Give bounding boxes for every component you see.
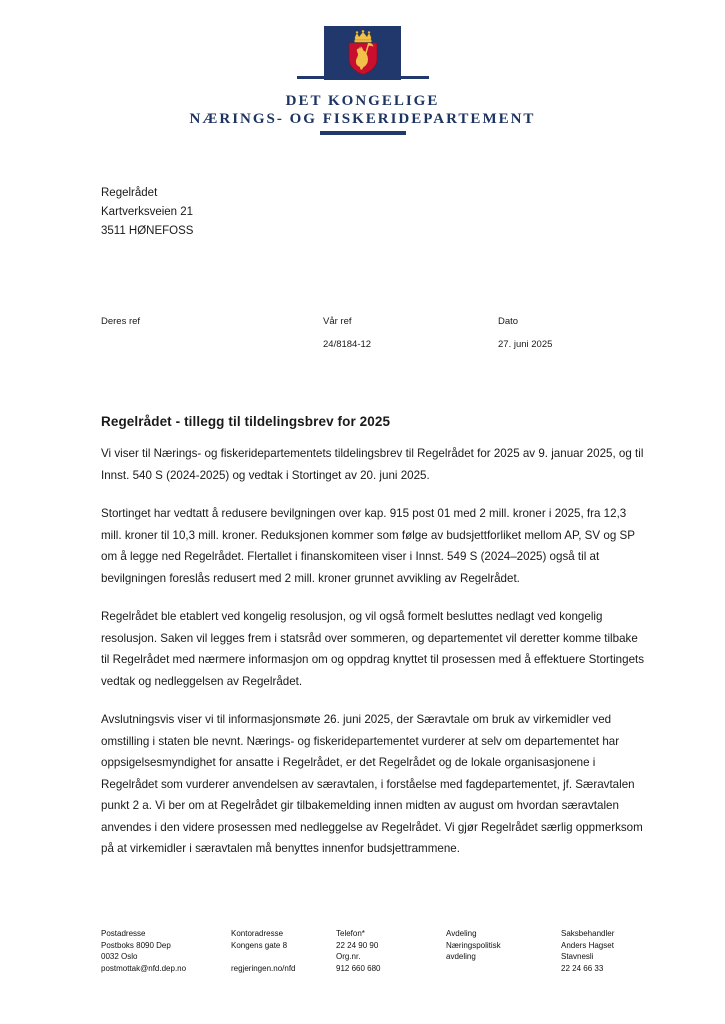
letterhead [0, 26, 725, 135]
department-name-line2: NÆRINGS- OG FISKERIDEPARTEMENT [189, 111, 536, 127]
footer-heading: Telefon* [336, 929, 365, 938]
letter-body [101, 443, 647, 860]
letter-footer [101, 928, 671, 974]
footer-heading: Avdeling [446, 929, 477, 938]
footer-line: Postboks 8090 Dep [101, 940, 171, 950]
department-name-line1: DET KONGELIGE [285, 93, 440, 109]
var-ref-value: 24/8184-12 [323, 339, 372, 350]
letter-paragraph: Avslutningsvis viser vi til informasjonsmøte 26. juni 2025, der Særavtale om bruk av virkemidler ved omstilling i staten ble nevnt. Nærings- og fiskeridepartementet vurderer at selv om departementet har oppsigelsesmyndighet for ansatte i Regelrådet, er det Regelrådet og de lokale organisasjonene i Regelrådet som vurderer anvendelsen av særavtalen, i forståelse med fagdepartementet, jf. Særavtalen punkt 2 a. Vi ber om at Regelrådet gir tilbakemelding innen midten av august om hvordan særavtalen anvendes i den videre prosessen med nedleggelse av Regelrådet. Vi gjør Regelrådet særlig oppmerksom på at virkemidler i særavtalen må benyttes innenfor budsjettrammene. [101, 713, 643, 855]
footer-line: Org.nr. [336, 952, 361, 961]
footer-column-kontoradresse [231, 928, 336, 974]
footer-line: 22 24 90 90 [336, 940, 379, 950]
recipient-street: Kartverksveien 21 [101, 206, 194, 218]
deres-ref-label: Deres ref [101, 316, 141, 327]
dato-column [498, 315, 658, 352]
reference-row [101, 315, 661, 352]
footer-website[interactable]: regjeringen.no/nfd [231, 963, 296, 973]
letter-paragraph: Regelrådet ble etablert ved kongelig resolusjon, og vil også formelt besluttes nedlagt ved kongelig resolusjon. Saken vil legges frem i statsråd over sommeren, og departementet vil deretter komme tilbake til Regelrådet med nærmere informasjon om og oppdrag knyttet til prosessen med å effektuere Stortingets vedtak og nedleggelsen av Regelrådet. [101, 610, 645, 688]
department-name [190, 92, 536, 128]
recipient-address [101, 184, 193, 241]
footer-heading: Postadresse [101, 929, 146, 938]
footer-heading: Kontoradresse [231, 929, 284, 938]
footer-line [231, 951, 336, 963]
recipient-postal: 3511 HØNEFOSS [101, 225, 194, 237]
letterhead-rule-bottom [320, 131, 406, 135]
footer-line: Anders Hagset [561, 940, 614, 950]
footer-column-avdeling [446, 928, 561, 974]
footer-column-saksbehandler [561, 928, 671, 974]
footer-heading: Saksbehandler [561, 929, 615, 938]
recipient-name: Regelrådet [101, 187, 158, 199]
letter-subject: Regelrådet - tillegg til tildelingsbrev for 2025 [101, 414, 391, 429]
footer-line: 22 24 66 33 [561, 963, 604, 973]
footer-email[interactable]: postmottak@nfd.dep.no [101, 963, 187, 973]
deres-ref-column [101, 315, 323, 352]
letter-paragraph: Stortinget har vedtatt å redusere bevilgningen over kap. 915 post 01 med 2 mill. kroner i 2025, fra 12,3 mill. kroner til 10,3 mill. kroner. Reduksjonen kommer som følge av budsjettforliket mellom AP, SV og SP om å legge ned Regelrådet. Flertallet i finanskomiteen viser i Innst. 549 S (2024–2025) også til at bevilgningen foreslås redusert med 2 mill. kroner grunnet avvikling av Regelrådet. [101, 507, 635, 585]
footer-column-postadresse [101, 928, 231, 974]
footer-line: Kongens gate 8 [231, 940, 288, 950]
letterhead-rule-top [297, 76, 429, 79]
dato-value: 27. juni 2025 [498, 339, 553, 350]
footer-line: avdeling [446, 952, 476, 961]
footer-line: 912 660 680 [336, 963, 381, 973]
footer-line: Næringspolitisk [446, 940, 501, 950]
var-ref-label: Vår ref [323, 316, 352, 327]
footer-column-telefon [336, 928, 446, 974]
var-ref-column [323, 315, 498, 352]
footer-line: Stavnesli [561, 952, 594, 961]
norwegian-coat-of-arms-icon [324, 26, 401, 80]
letter-paragraph: Vi viser til Nærings- og fiskeridepartementets tildelingsbrev til Regelrådet for 2025 av 9. januar 2025, og til Innst. 540 S (2024-2025) og vedtak i Stortinget av 20. juni 2025. [101, 447, 644, 482]
dato-label: Dato [498, 316, 519, 327]
footer-line: 0032 Oslo [101, 952, 138, 961]
